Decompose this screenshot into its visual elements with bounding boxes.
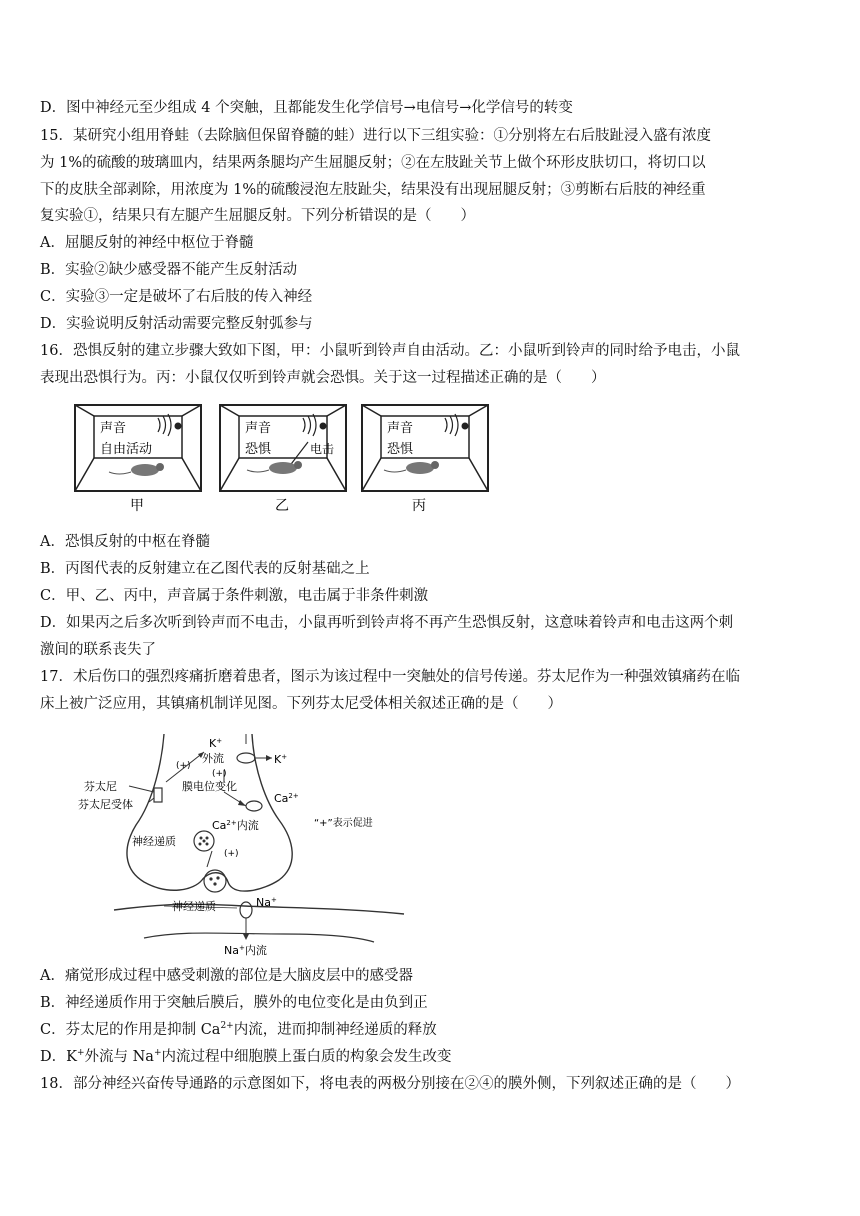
- q14-option-d: D．图中神经元至少组成 4 个突触，且都能发生化学信号→电信号→化学信号的转变: [40, 100, 573, 116]
- panel-jia-bottom-label: 自由活动: [100, 442, 153, 457]
- bell-icon: [462, 423, 469, 430]
- plus-label-3: (+): [224, 849, 239, 859]
- bell-icon: [175, 423, 182, 430]
- panel-bing-label: 丙: [412, 498, 426, 514]
- q17-stem-line-1: 17．术后伤口的强烈疼痛折磨着患者，图示为该过程中一突触处的信号传递。芬太尼作为一种强效镇痛药在临: [40, 669, 740, 685]
- sound-waves-icon: [158, 414, 171, 436]
- q17-option-b: B．神经递质作用于突触后膜后，膜外的电位变化是由负到正: [40, 995, 428, 1011]
- q15-option-b: B．实验②缺少感受器不能产生反射活动: [40, 262, 298, 278]
- q15-option-a: A．屈腿反射的神经中枢位于脊髓: [40, 235, 254, 251]
- fear-reflex-figure: [70, 402, 490, 518]
- q15-stem-line-2: 为 1%的硫酸的玻璃皿内，结果两条腿均产生屈腿反射；②在左肢趾关节上做个环形皮肤切口，将切口以: [40, 155, 706, 171]
- panel-yi-top-label: 声音: [245, 421, 272, 436]
- sound-waves-icon: [303, 414, 316, 436]
- synapse-figure: [74, 730, 414, 960]
- mouse-icon: [131, 464, 159, 476]
- q18-stem: 18．部分神经兴奋传导通路的示意图如下，将电表的两极分别接在②④的膜外侧，下列叙述正确的是（ ）: [40, 1076, 740, 1092]
- q16-option-d-line-1: D．如果丙之后多次听到铃声而不电击，小鼠再听到铃声将不再产生恐惧反射，这意味着铃声和电击这两个刺: [40, 615, 734, 631]
- k-top-label: K+: [209, 737, 223, 750]
- q16-stem-line-1: 16．恐惧反射的建立步骤大致如下图，甲：小鼠听到铃声自由活动。乙：小鼠听到铃声的同时给予电击，小鼠: [40, 343, 740, 359]
- q15-stem-line-3: 下的皮肤全部剥除，用浓度为 1%的硫酸浸泡左肢趾尖，结果没有出现屈腿反射；③剪断右后肢的神经重: [40, 182, 706, 198]
- q16-option-c: C．甲、乙、丙中，声音属于条件刺激，电击属于非条件刺激: [40, 588, 429, 604]
- q15-option-d: D．实验说明反射活动需要完整反射弧参与: [40, 316, 313, 332]
- panel-yi-shock-label: 电击: [310, 442, 335, 456]
- q16-stem-line-2: 表现出恐惧行为。丙：小鼠仅仅听到铃声就会恐惧。关于这一过程描述正确的是（ ）: [40, 370, 606, 386]
- panel-yi-label: 乙: [275, 498, 289, 514]
- k-right-label: K+: [274, 753, 288, 766]
- q17-option-c: C．芬太尼的作用是抑制 $Ca^{2+}$内流，进而抑制神经递质的释放: [40, 1021, 437, 1038]
- efflux-label: 外流: [202, 752, 224, 765]
- panel-bing-bottom-label: 恐惧: [387, 442, 414, 457]
- panel-bing-top-label: 声音: [387, 421, 414, 436]
- receptor-label: 芬太尼受体: [78, 798, 133, 811]
- sound-waves-icon: [445, 414, 458, 436]
- plus-label-2: (+): [212, 769, 227, 779]
- mouse-icon: [406, 462, 434, 474]
- na-influx-label: Na+内流: [224, 944, 267, 957]
- ca-influx-label: $Ca^{2+}$内流: [212, 819, 259, 832]
- transmitter2-label: 神经递质: [172, 900, 216, 913]
- panel-jia-label: 甲: [130, 498, 144, 514]
- q17-option-d: D．K+外流与 Na+内流过程中细胞膜上蛋白质的构象会发生改变: [40, 1048, 452, 1065]
- panel-yi-bottom-label: 恐惧: [245, 442, 272, 457]
- q16-option-a: A．恐惧反射的中枢在脊髓: [40, 534, 210, 550]
- q15-option-c: C．实验③一定是破坏了右后肢的传入神经: [40, 289, 313, 305]
- q16-option-b: B．丙图代表的反射建立在乙图代表的反射基础之上: [40, 561, 370, 577]
- ca-label: $Ca^{2+}$: [274, 792, 299, 805]
- na-label: Na+: [256, 896, 277, 909]
- transmitter-label: 神经递质: [132, 835, 176, 848]
- bell-icon: [320, 423, 327, 430]
- q17-stem-line-2: 床上被广泛应用，其镇痛机制详见图。下列芬太尼受体相关叙述正确的是（ ）: [40, 696, 562, 712]
- plus-label-1: (+): [176, 761, 191, 771]
- panel-bing: [362, 405, 488, 514]
- legend-note: “+”表示促进: [314, 818, 373, 829]
- q15-stem-line-1: 15．某研究小组用脊蛙（去除脑但保留脊髓的蛙）进行以下三组实验：①分别将左右后肢趾浸入盛有浓度: [40, 128, 711, 144]
- k-channel: [237, 753, 255, 763]
- q15-stem-line-4: 复实验①，结果只有左腿产生屈腿反射。下列分析错误的是（ ）: [40, 208, 475, 224]
- ca-channel: [246, 801, 262, 811]
- na-channel: [240, 902, 252, 918]
- panel-yi: [220, 405, 346, 514]
- fentanyl-label: 芬太尼: [84, 780, 117, 793]
- panel-jia: [75, 405, 201, 514]
- fentanyl-receptor: [154, 788, 162, 802]
- panel-jia-top-label: 声音: [100, 421, 127, 436]
- mouse-icon: [269, 462, 297, 474]
- membrane-change-label: 膜电位变化: [182, 780, 237, 793]
- q17-option-a: A．痛觉形成过程中感受刺激的部位是大脑皮层中的感受器: [40, 968, 413, 984]
- q16-option-d-line-2: 激间的联系丧失了: [40, 642, 156, 658]
